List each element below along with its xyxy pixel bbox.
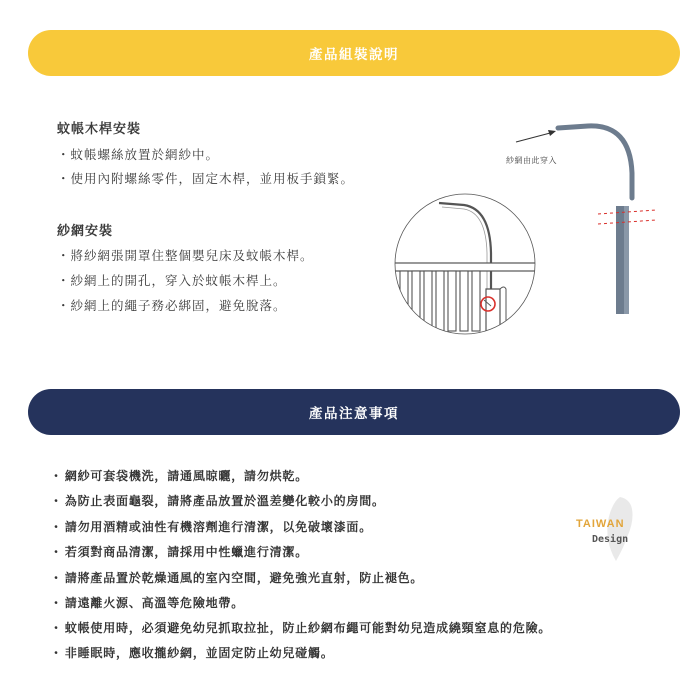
net-section-title: 紗網安裝 xyxy=(57,224,114,239)
notice-item-2: ・ 為防止表面龜裂，請將產品放置於溫差變化較小的房間。 xyxy=(50,492,385,509)
assembly-banner-title: 產品組裝說明 xyxy=(309,47,399,63)
pole-diagram xyxy=(500,118,660,318)
notice-item-7: ・ 蚊帳使用時，必須避免幼兒抓取拉扯，防止紗網布繩可能對幼兒造成繞頸窒息的危險。 xyxy=(50,619,551,636)
notice-item-4: ・ 若須對商品清潔，請採用中性蠟進行清潔。 xyxy=(50,543,308,560)
net-step-2: ・紗網上的開孔，穿入於蚊帳木桿上。 xyxy=(57,273,287,288)
notice-item-3: ・ 請勿用酒精或油性有機溶劑進行清潔，以免破壞漆面。 xyxy=(50,518,372,535)
notice-banner xyxy=(28,389,680,435)
notice-item-1: ・ 網紗可套袋機洗，請通風晾曬，請勿烘乾。 xyxy=(50,467,308,484)
pole-section-title: 蚊帳木桿安裝 xyxy=(57,122,142,137)
notice-item-6: ・ 請遠離火源、高溫等危險地帶。 xyxy=(50,594,244,611)
notice-item-8: ・ 非睡眠時，應收攏紗網，並固定防止幼兒碰觸。 xyxy=(50,644,334,661)
pole-step-2: ・使用內附螺絲零件，固定木桿，並用板手鎖緊。 xyxy=(57,171,355,186)
diagram-caption: 紗網由此穿入 xyxy=(506,156,557,165)
notice-banner-title: 產品注意事項 xyxy=(309,406,399,422)
net-step-1: ・將紗網張開罩住整個嬰兒床及蚊帳木桿。 xyxy=(57,248,314,263)
taiwan-map-icon xyxy=(576,495,648,565)
assembly-banner xyxy=(28,30,680,76)
notice-item-5: ・ 請將產品置於乾燥通風的室內空間，避免強光直射，防止褪色。 xyxy=(50,569,423,586)
design-logo-text: Design xyxy=(592,534,629,545)
net-step-3: ・紗網上的繩子務必綁固，避免脫落。 xyxy=(57,298,287,313)
pole-step-1: ・蚊帳螺絲放置於網紗中。 xyxy=(57,147,220,162)
taiwan-logo-text: TAIWAN xyxy=(576,518,625,530)
